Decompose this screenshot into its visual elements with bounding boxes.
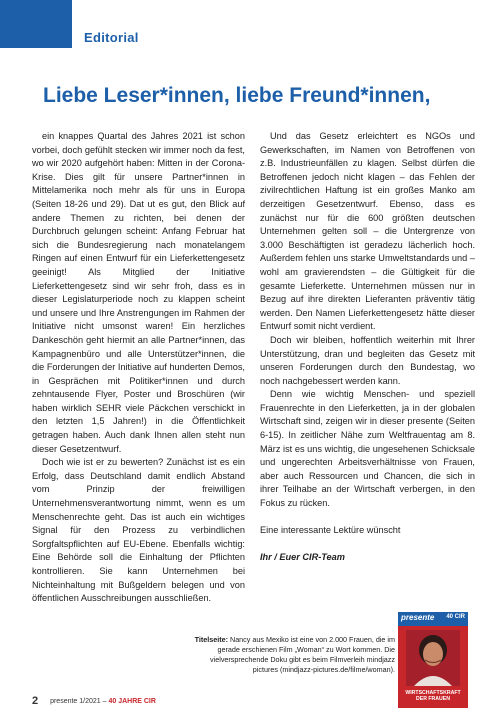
cover-badge: 40 CIR xyxy=(446,614,465,620)
paragraph: Denn wie wichtig Menschen- und speziell Frauenrechte in den Lieferketten, ja in der globalen Wirtschaft sind, zeigen wir in dieser presente (Seiten 6-15). In zeitlicher Nähe zum Weltfrauentag am 8. März ist es uns wichtig, die ungesehenen Schicksale und ungerechten Arbeitsverhältnisse von Frauen, aber auch Ressourcen und Chancen, die sich in ihrer Teilhabe an der Wirtschaft verbergen, in den Fokus zu rücken. xyxy=(260,389,475,509)
caption-label: Titelseite: xyxy=(194,635,228,644)
right-column xyxy=(260,130,475,565)
caption-text: Nancy aus Mexiko ist eine von 2.000 Frauen, die im gerade erschienen Film „Woman“ zu Wort kommen. Die vielversprechende Doku gibt es beim Filmverleih mindjazz pictures (mindjazz-pictures.de/filme/woman). xyxy=(210,635,395,674)
magazine-cover-image xyxy=(398,612,468,708)
section-label: Editorial xyxy=(84,30,139,45)
cover-title: WIRTSCHAFTSKRAFT DER FRAUEN xyxy=(405,690,461,702)
closing-line: Eine interessante Lektüre wünscht xyxy=(260,524,401,535)
paragraph: Und das Gesetz erleichtert es NGOs und Gewerkschaften, im Namen von Betroffenen von z.B. Industrieunfällen zu klagen. Selbst dürfen die Betroffenen jedoch nicht klagen – das Fehlen der zivilrechtlichen Haftung ist ein großes Manko am derzeitigen Gesetzentwurf. Ebenso, dass es zunächst nur für die 600 größten deutschen Unternehmen gelten soll – die Untergrenze von 3.000 Beschäftigten ist geradezu lächerlich hoch. Außerdem fehlen uns starke Umweltstandards und – wohl am gravierendsten – die Gültigkeit für die gesamte Lieferkette. Unternehmen müssen nur in Bezug auf ihre direkten Lieferanten präventiv tätig werden. Den Namen Lieferkettengesetz hätte dieser Entwurf somit nicht verdient. xyxy=(260,131,475,332)
issue-label: presente 1/2021 – xyxy=(50,698,107,705)
cover-logo: presente xyxy=(401,613,435,622)
paragraph: Doch wie ist er zu bewerten? Zunächst ist es ein Erfolg, dass Deutschland damit endlich Abstand vom Prinzip der freiwilligen Unternehmensverantwortung nimmt, wenn es um Menschenrechte geht. Das ist auch ein wichtiges Signal für den Prozess zu verbindlichen Sorgfaltspflichten auf EU-Ebene. Ebenfalls wichtig: Eine Behörde soll die Einhaltung der Pflichten kontrollieren. Sie kann Unternehmen bei Nichteinhaltung mit Bußgeldern belegen und von öffentlichen Ausschreibungen ausschließen. xyxy=(32,457,245,604)
page-title: Liebe Leser*innen, liebe Freund*innen, xyxy=(43,84,431,107)
anniversary-label: 40 JAHRE CIR xyxy=(108,698,156,705)
page-footer xyxy=(32,695,156,707)
cover-caption xyxy=(185,635,395,675)
paragraph: ein knappes Quartal des Jahres 2021 ist schon vorbei, doch gefühlt stecken wir immer noch da fest, wo wir 2020 aufgehört haben: Mitten in der Corona-Krise. Dies gilt für unsere Partner*innen in Mittelamerika noch mehr als für uns in Europa (Seiten 18-26 und 29). Dat ut es gut, den Blick auf andere Themen zu richten, bei denen der Durchbruch gelungen scheint: Anfang Februar hat sich die Bundesregierung nach monatelangem Ringen auf einen Entwurf für ein Lieferkettengesetz geeinigt! Als Mitglied der Initiative Lieferkettengesetz sind wir sehr froh, dass es in dieser Legislaturperiode noch zu klappen scheint und unsere und Ihre Anstrengungen im Rahmen der Initiative nicht umsonst waren! Ein herzliches Dankeschön geht hiermit an alle Partner*innen, das Kampagnenbüro und alle Unterstützer*innen, die die Forderungen der Initiative auf hunderten Demos, in Gesprächen mit Politiker*innen und durch zehntausende Flyer, Poster und Broschüren (wir haben wirklich SEHR viele Päckchen verschickt in den letzten 1,5 Jahren!) in die Öffentlichkeit getragen haben. Auch dank Ihnen allen steht nun dieser Gesetzentwurf. xyxy=(32,131,245,454)
paragraph: Doch wir bleiben, hoffentlich weiterhin mit Ihrer Unterstützung, dran und begleiten das Gesetz mit unseren Forderungen durch den Bundestag, wo noch nachgebessert werden kann. xyxy=(260,334,475,386)
header-color-block xyxy=(0,0,72,48)
cover-portrait xyxy=(406,630,460,686)
page-number: 2 xyxy=(32,695,39,707)
left-column xyxy=(32,130,245,606)
signature: Ihr / Euer CIR-Team xyxy=(260,552,345,563)
